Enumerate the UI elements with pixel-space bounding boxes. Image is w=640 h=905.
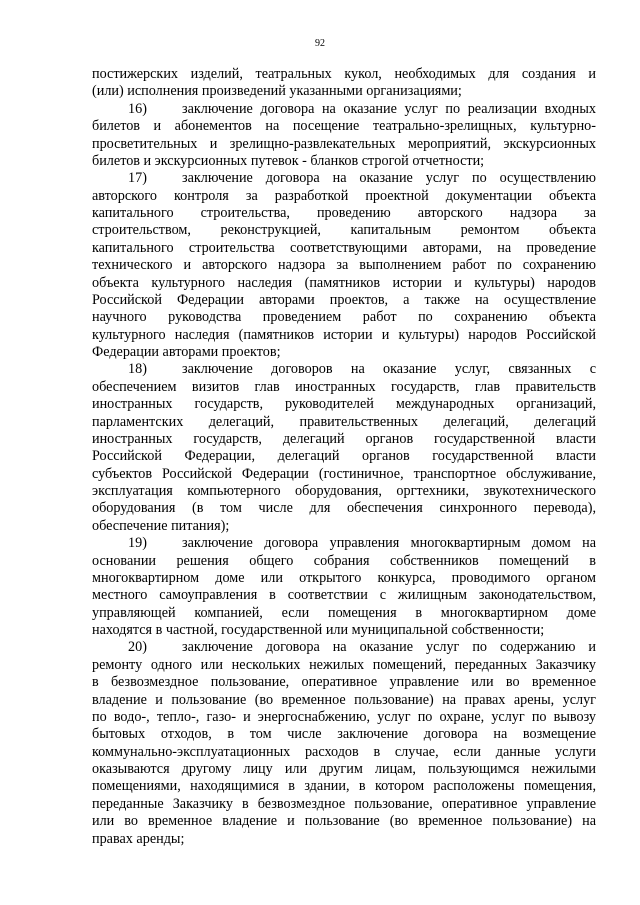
text-line: [92, 761, 596, 778]
line-text: заключение договоров на оказание услуг, связанных с: [182, 361, 596, 378]
line-text: билетов и экскурсионных путевок - бланков строгой отчетности;: [92, 152, 485, 169]
text-line: [92, 709, 596, 726]
line-text: заключение договора на оказание услуг по содержанию и: [182, 639, 596, 656]
line-text: находятся в частной, государственной или муниципальной собственности;: [92, 622, 545, 638]
line-text: многоквартирном доме или открытого конкурса, проводимого органом: [92, 569, 596, 586]
line-text: заключение договора на оказание услуг по осуществлению: [182, 170, 596, 187]
text-line: [92, 414, 596, 431]
line-text: основании решения общего собрания собственников помещений в: [92, 552, 596, 569]
line-text: билетов и абонементов на посещение театрально-зрелищных, культурно-: [92, 118, 596, 135]
text-line: [92, 726, 596, 743]
line-text: обеспечение питания);: [92, 517, 230, 534]
text-line: [92, 674, 596, 691]
line-text: правах аренды;: [92, 830, 185, 847]
text-line: [92, 153, 596, 170]
list-item: [92, 639, 596, 848]
line-text: иностранных государств, руководителей международных организаций,: [92, 396, 596, 413]
text-line: [92, 778, 596, 795]
text-line: [92, 83, 596, 100]
line-text: заключение договора на оказание услуг по реализации входных: [182, 100, 596, 117]
text-line: [92, 483, 596, 500]
text-line: [92, 66, 596, 83]
text-line: [92, 605, 596, 622]
text-line: [92, 118, 596, 135]
line-text: Российской Федерации, делегаций органов государственной власти: [92, 448, 596, 465]
text-line: [92, 309, 596, 326]
page-number: 92: [315, 38, 325, 49]
line-text: технического и авторского надзора за выполнением работ по сохранению: [92, 257, 596, 274]
line-text: в безвозмездное пользование, оперативное управление или во временное: [92, 674, 596, 691]
text-line: [92, 396, 596, 413]
line-text: капитального строительства соответствующими авторами, на проведение: [92, 239, 596, 256]
line-text: Федерации авторами проектов;: [92, 344, 281, 360]
line-text: помещениями, находящимися в здании, в котором расположены помещения,: [92, 778, 596, 795]
line-text: иностранных государств, делегаций органов государственной власти: [92, 430, 596, 447]
text-line: [92, 379, 596, 396]
line-text: (или) исполнения произведений указанными организациями;: [92, 83, 462, 100]
text-line: [92, 570, 596, 587]
line-text: коммунально-эксплуатационных расходов в случае, если данные услуги: [92, 743, 596, 760]
line-text: или во временное владение и пользование (во временное пользование) на: [92, 813, 596, 830]
text-line: [92, 205, 596, 222]
line-text: владение и пользование (во временное пользование) на правах арены, услуг: [92, 691, 596, 708]
text-line: [92, 692, 596, 709]
line-text: просветительных и зрелищно-развлекательных мероприятий, экскурсионных: [92, 135, 596, 152]
text-line: [92, 500, 596, 517]
paragraph: [92, 66, 596, 101]
line-text: местного самоуправления в соответствии с жилищным законодательством,: [92, 587, 596, 604]
line-text: постижерских изделий, театральных кукол, необходимых для создания и: [92, 66, 596, 82]
text-line: [92, 170, 596, 187]
line-text: оборудования (в том числе для обеспечения синхронного перевода),: [92, 500, 596, 517]
list-item-number: 16): [128, 100, 147, 117]
document-body: [92, 66, 596, 848]
list-item-number: 20): [128, 639, 147, 656]
line-text: строительством, реконструкцией, капитальным ремонтом объекта: [92, 222, 596, 239]
text-line: [92, 813, 596, 830]
text-line: [92, 361, 596, 378]
text-line: [92, 639, 596, 656]
line-text: эксплуатация компьютерного оборудования, оргтехники, звукотехнического: [92, 483, 596, 499]
list-item-number: 18): [128, 361, 147, 378]
line-text: Российской Федерации авторами проектов, а также на осуществление: [92, 291, 596, 308]
text-line: [92, 222, 596, 239]
list-item-number: 19): [128, 535, 147, 552]
line-text: оказываются другому лицу или другим лицам, пользующимся нежилыми: [92, 761, 596, 777]
text-line: [92, 344, 596, 361]
text-line: [92, 257, 596, 274]
line-text: обеспечением визитов глав иностранных государств, глав правительств: [92, 378, 596, 395]
list-item: [92, 361, 596, 535]
text-line: [92, 448, 596, 465]
line-text: ремонту одного или нескольких нежилых помещений, переданных Заказчику: [92, 656, 596, 673]
list-item: [92, 535, 596, 639]
line-text: авторского контроля за разработкой проектной документации объекта: [92, 187, 596, 204]
line-text: бытовых отходов, в том числе заключение договора на возмещение: [92, 726, 596, 743]
text-line: [92, 796, 596, 813]
line-text: управляющей компанией, если помещения в многоквартирном доме: [92, 604, 596, 621]
text-line: [92, 188, 596, 205]
line-text: заключение договора управления многоквартирным домом на: [182, 535, 596, 552]
text-line: [92, 466, 596, 483]
list-item-number: 17): [128, 170, 147, 187]
text-line: [92, 275, 596, 292]
text-line: [92, 535, 596, 552]
text-line: [92, 622, 596, 639]
text-line: [92, 136, 596, 153]
list-item: [92, 101, 596, 171]
line-text: субъектов Российской Федерации (гостиничное, транспортное обслуживание,: [92, 465, 596, 482]
line-text: объекта культурного наследия (памятников истории и культуры) народов: [92, 274, 596, 291]
line-text: по водо-, тепло-, газо- и энергоснабжению, услуг по охране, услуг по вывозу: [92, 708, 596, 725]
line-text: переданные Заказчику в безвозмездное пользование, оперативное управление: [92, 795, 596, 812]
text-line: [92, 657, 596, 674]
text-line: [92, 240, 596, 257]
list-item: [92, 170, 596, 361]
line-text: капитального строительства, проведению авторского надзора за: [92, 205, 596, 221]
line-text: научного руководства проведением работ по сохранению объекта: [92, 309, 596, 326]
text-line: [92, 431, 596, 448]
text-line: [92, 327, 596, 344]
text-line: [92, 101, 596, 118]
text-line: [92, 744, 596, 761]
text-line: [92, 518, 596, 535]
line-text: парламентских делегаций, правительственных делегаций, делегаций: [92, 413, 596, 430]
text-line: [92, 553, 596, 570]
line-text: культурного наследия (памятников истории и культуры) народов Российской: [92, 326, 596, 343]
text-line: [92, 292, 596, 309]
text-line: [92, 587, 596, 604]
text-line: [92, 831, 596, 848]
